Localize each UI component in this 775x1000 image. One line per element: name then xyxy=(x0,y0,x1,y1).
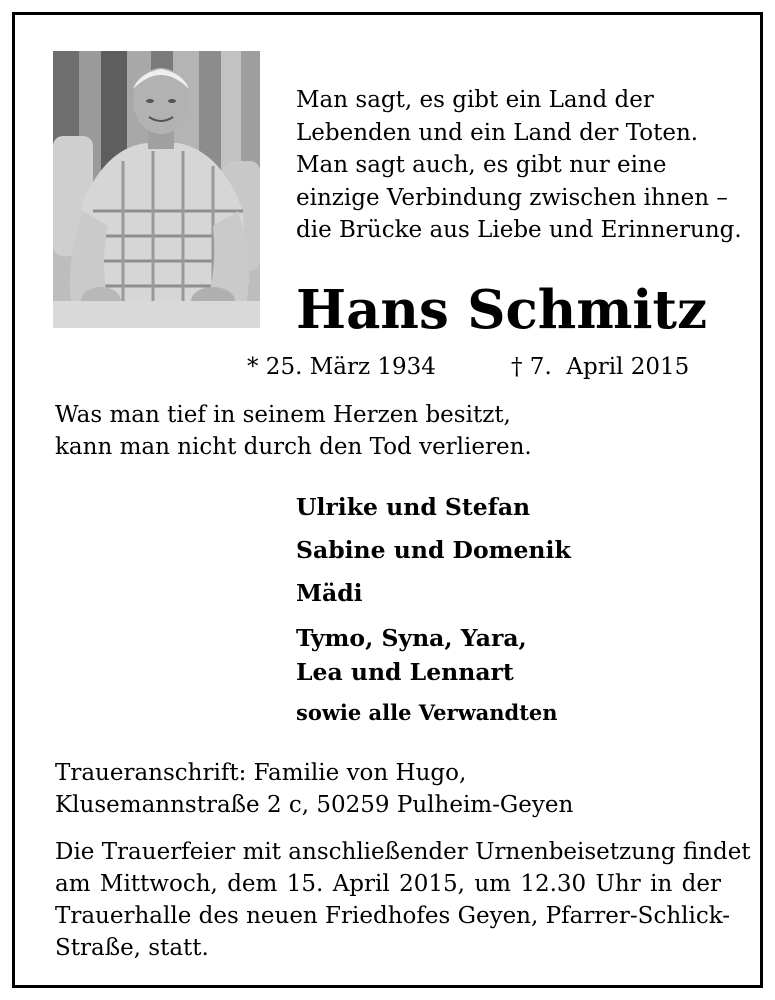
poem-line: einzige Verbindung zwischen ihnen – xyxy=(296,184,728,211)
quote xyxy=(55,399,532,463)
address-line: Klusemannstraße 2 c, 50259 Pulheim-Geyen xyxy=(55,792,574,818)
death-date: † 7. April 2015 xyxy=(511,354,690,380)
poem-line: Man sagt auch, es gibt nur eine xyxy=(296,152,667,178)
poem xyxy=(296,84,742,247)
ceremony-line: Die Trauerfeier mit anschließender Urnenbeisetzung findet xyxy=(55,839,751,865)
mourner-line: Mädi xyxy=(296,579,363,607)
portrait-photo xyxy=(53,51,260,328)
address-line: Traueranschrift: Familie von Hugo, xyxy=(55,760,467,786)
mourner-line: Sabine und Domenik xyxy=(296,536,571,564)
poem-line: Lebenden und ein Land der Toten. xyxy=(296,119,699,146)
birth-date: * 25. März 1934 xyxy=(247,354,436,380)
mourning-address xyxy=(55,757,573,821)
ceremony-line: Straße, statt. xyxy=(55,935,209,961)
mourner-line: Ulrike und Stefan xyxy=(296,493,531,521)
quote-line: kann man nicht durch den Tod verlieren. xyxy=(55,434,532,460)
relatives-line: sowie alle Verwandten xyxy=(296,700,558,725)
mourner-line: Tymo, Syna, Yara, xyxy=(296,624,527,652)
portrait-photo-icon xyxy=(53,51,260,328)
poem-line: die Brücke aus Liebe und Erinnerung. xyxy=(296,217,742,243)
ceremony-notice xyxy=(55,836,751,964)
mourner-line: Lea und Lennart xyxy=(296,658,514,686)
poem-line: Man sagt, es gibt ein Land der xyxy=(296,87,654,113)
quote-line: Was man tief in seinem Herzen besitzt, xyxy=(55,402,511,428)
ceremony-line: Trauerhalle des neuen Friedhofes Geyen, Pfarrer-Schlick- xyxy=(55,903,731,929)
deceased-name: Hans Schmitz xyxy=(296,279,708,341)
ceremony-line: am Mittwoch, dem 15. April 2015, um 12.30 Uhr in der xyxy=(55,871,721,897)
